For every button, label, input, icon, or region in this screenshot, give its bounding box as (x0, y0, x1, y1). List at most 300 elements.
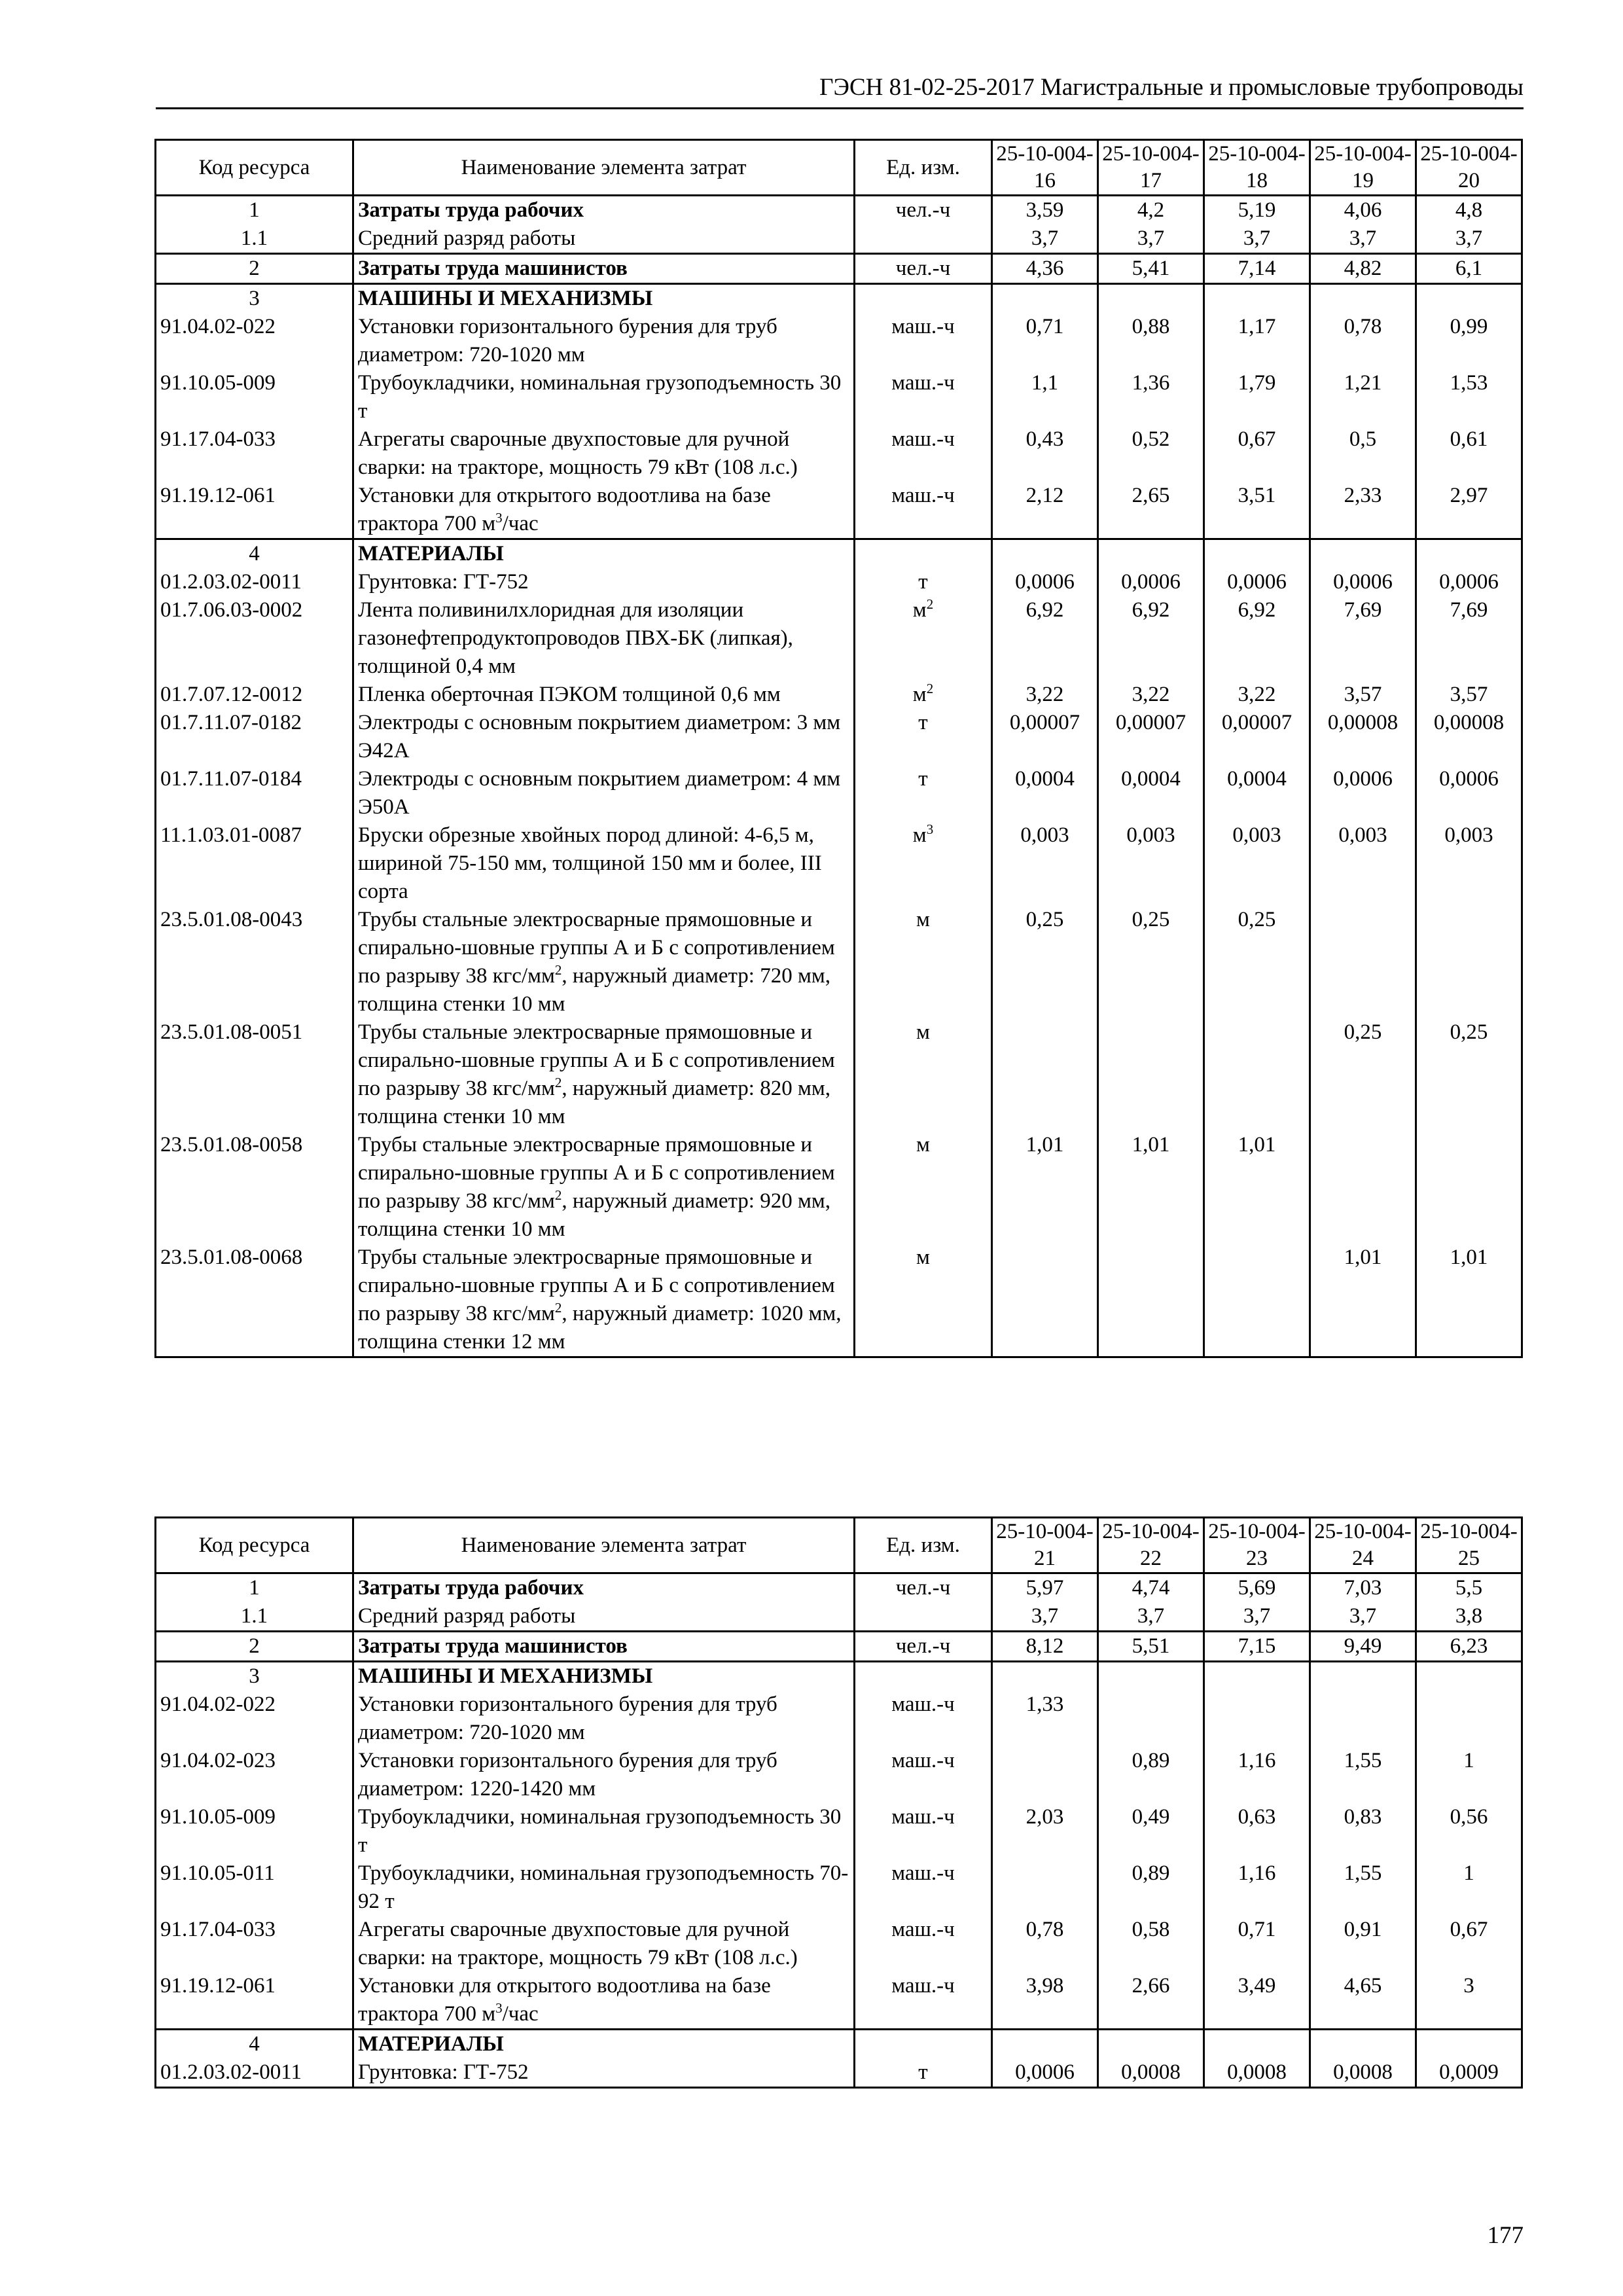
norm-value: 6,92 (1204, 596, 1310, 681)
norm-value: 1,36 (1098, 369, 1204, 425)
norm-value: 0,78 (1310, 313, 1416, 369)
resource-code: 1 (156, 196, 353, 225)
unit-of-measure: т (855, 709, 992, 765)
norm-value: 2,03 (992, 1803, 1098, 1859)
norm-value: 0,56 (1416, 1803, 1522, 1859)
table-row (156, 1131, 1522, 1244)
norm-value: 0,003 (1204, 821, 1310, 906)
unit-of-measure: маш.-ч (855, 369, 992, 425)
unit-of-measure: маш.-ч (855, 1803, 992, 1859)
resource-code: 91.04.02-022 (156, 1691, 353, 1747)
norm-value: 4,82 (1310, 254, 1416, 284)
resource-code: 91.04.02-022 (156, 313, 353, 369)
resource-code: 01.7.06.03-0002 (156, 596, 353, 681)
resource-name: Установки горизонтального бурения для труб диаметром: 1220-1420 мм (353, 1747, 855, 1803)
norm-value (992, 539, 1098, 569)
norm-value (1098, 1244, 1204, 1357)
col-header-code: Код ресурса (156, 140, 353, 196)
table-row (156, 425, 1522, 482)
unit-of-measure: маш.-ч (855, 425, 992, 482)
table-row (156, 1972, 1522, 2030)
resource-code: 4 (156, 2030, 353, 2059)
norm-value: 0,71 (1204, 1916, 1310, 1972)
norm-value: 0,83 (1310, 1803, 1416, 1859)
norm-value: 3,22 (992, 681, 1098, 709)
resource-code: 91.10.05-009 (156, 369, 353, 425)
table-row (156, 1747, 1522, 1803)
norm-value: 0,00008 (1310, 709, 1416, 765)
resource-name: Средний разряд работы (353, 224, 855, 254)
norm-value: 3,7 (992, 224, 1098, 254)
unit-of-measure: $м^3$ (855, 821, 992, 906)
resource-table-1 (154, 139, 1523, 1358)
norm-value (1204, 539, 1310, 569)
resource-code: 23.5.01.08-0043 (156, 906, 353, 1018)
resource-name: Бруски обрезные хвойных пород длиной: 4-6,5 м, шириной 75-150 мм, толщиной 150 мм и более, III сорта (353, 821, 855, 906)
norm-value: 0,89 (1098, 1859, 1204, 1916)
norm-value: 0,0006 (1098, 568, 1204, 596)
table-row (156, 1803, 1522, 1859)
resource-name: Трубоукладчики, номинальная грузоподъемность 30 т (353, 1803, 855, 1859)
unit-of-measure: т (855, 765, 992, 821)
norm-value: 3,22 (1204, 681, 1310, 709)
page-header (156, 68, 1524, 109)
page-number: 177 (1487, 2222, 1524, 2249)
table-row (156, 1691, 1522, 1747)
resource-name: Трубы стальные электросварные прямошовные и спирально-шовные группы А и Б с сопротивлением по разрыву 38 кгс/$мм^2$, наружный диаметр: 1020 мм, толщина стенки 12 мм (353, 1244, 855, 1357)
resource-code: 01.2.03.02-0011 (156, 568, 353, 596)
table-row (156, 906, 1522, 1018)
norm-value: 6,23 (1416, 1632, 1522, 1662)
norm-value: 0,003 (992, 821, 1098, 906)
norm-value: 0,61 (1416, 425, 1522, 482)
norm-value: 1 (1416, 1859, 1522, 1916)
norm-value: 0,63 (1204, 1803, 1310, 1859)
table-header-row (156, 1518, 1522, 1573)
resource-code: 2 (156, 1632, 353, 1662)
table-row (156, 224, 1522, 254)
resource-name: Затраты труда машинистов (353, 254, 855, 284)
table-row (156, 596, 1522, 681)
table-row (156, 765, 1522, 821)
resource-code: 91.17.04-033 (156, 425, 353, 482)
unit-of-measure: маш.-ч (855, 313, 992, 369)
table-row (156, 1632, 1522, 1662)
resource-name: Затраты труда рабочих (353, 196, 855, 225)
norm-value: 4,74 (1098, 1573, 1204, 1603)
norm-value: 0,43 (992, 425, 1098, 482)
unit-of-measure (855, 1602, 992, 1632)
resource-code: 91.19.12-061 (156, 1972, 353, 2030)
norm-value (1310, 1691, 1416, 1747)
norm-value: 3,7 (1204, 224, 1310, 254)
norm-value: 0,58 (1098, 1916, 1204, 1972)
table-row (156, 313, 1522, 369)
norm-value: 3,57 (1416, 681, 1522, 709)
resource-name: Установки горизонтального бурения для труб диаметром: 720-1020 мм (353, 1691, 855, 1747)
table-row (156, 1916, 1522, 1972)
norm-value: 0,00007 (1204, 709, 1310, 765)
norm-value: 0,99 (1416, 313, 1522, 369)
resource-code: 23.5.01.08-0068 (156, 1244, 353, 1357)
resource-name: Трубоукладчики, номинальная грузоподъемность 30 т (353, 369, 855, 425)
resource-code: 1.1 (156, 224, 353, 254)
norm-value (1416, 1662, 1522, 1691)
norm-value: 1,1 (992, 369, 1098, 425)
col-header-norm: 25-10-004-16 (992, 140, 1098, 196)
resource-name: Пленка оберточная ПЭКОМ толщиной 0,6 мм (353, 681, 855, 709)
resource-name: Установки для открытого водоотлива на базе трактора 700 $м^3$/час (353, 482, 855, 539)
norm-value (992, 1018, 1098, 1131)
col-header-name: Наименование элемента затрат (353, 1518, 855, 1573)
norm-value (992, 1244, 1098, 1357)
resource-name: Лента поливинилхлоридная для изоляции газонефтепродуктопроводов ПВХ-БК (липкая), толщиной 0,4 мм (353, 596, 855, 681)
table-row (156, 2058, 1522, 2088)
table-row (156, 1859, 1522, 1916)
norm-value (1098, 2030, 1204, 2059)
resource-code: 23.5.01.08-0051 (156, 1018, 353, 1131)
norm-value: 3,22 (1098, 681, 1204, 709)
norm-value: 1,01 (1310, 1244, 1416, 1357)
norm-value: 0,91 (1310, 1916, 1416, 1972)
norm-value: 0,00007 (1098, 709, 1204, 765)
table-row (156, 482, 1522, 539)
norm-value: 3,51 (1204, 482, 1310, 539)
norm-value (1310, 2030, 1416, 2059)
norm-value (1204, 2030, 1310, 2059)
col-header-norm: 25-10-004-24 (1310, 1518, 1416, 1573)
norm-value (1310, 539, 1416, 569)
col-header-unit: Ед. изм. (855, 1518, 992, 1573)
norm-value: 0,49 (1098, 1803, 1204, 1859)
norm-value: 3,7 (1098, 224, 1204, 254)
unit-of-measure: чел.-ч (855, 254, 992, 284)
col-header-norm: 25-10-004-21 (992, 1518, 1098, 1573)
table-row (156, 1602, 1522, 1632)
unit-of-measure: $м^2$ (855, 681, 992, 709)
resource-code: 01.2.03.02-0011 (156, 2058, 353, 2088)
norm-value (1204, 1018, 1310, 1131)
unit-of-measure: чел.-ч (855, 196, 992, 225)
norm-value: 0,0004 (1098, 765, 1204, 821)
table-row (156, 821, 1522, 906)
resource-name: Грунтовка: ГТ-752 (353, 2058, 855, 2088)
norm-value: 2,65 (1098, 482, 1204, 539)
table-row (156, 1018, 1522, 1131)
norm-value: 0,25 (1098, 906, 1204, 1018)
norm-value (1416, 1131, 1522, 1244)
norm-value: 1,01 (1416, 1244, 1522, 1357)
norm-value: 0,0006 (992, 2058, 1098, 2088)
norm-value: 3,49 (1204, 1972, 1310, 2030)
table-row (156, 709, 1522, 765)
norm-value (1310, 1662, 1416, 1691)
norm-value: 1,17 (1204, 313, 1310, 369)
norm-value (1204, 1244, 1310, 1357)
header-title: ГЭСН 81-02-25-2017 Магистральные и промысловые трубопроводы (819, 74, 1524, 101)
norm-value (1098, 539, 1204, 569)
norm-value: 1,33 (992, 1691, 1098, 1747)
resource-code: 91.10.05-011 (156, 1859, 353, 1916)
norm-value: 1,01 (1204, 1131, 1310, 1244)
resource-code: 91.17.04-033 (156, 1916, 353, 1972)
col-header-unit: Ед. изм. (855, 140, 992, 196)
col-header-norm: 25-10-004-25 (1416, 1518, 1522, 1573)
norm-value: 0,0006 (1204, 568, 1310, 596)
norm-value: 1,16 (1204, 1859, 1310, 1916)
resource-name: Установки для открытого водоотлива на базе трактора 700 $м^3$/час (353, 1972, 855, 2030)
resource-code: 3 (156, 284, 353, 314)
norm-value: 3,7 (1310, 224, 1416, 254)
col-header-name: Наименование элемента затрат (353, 140, 855, 196)
norm-value: 3,7 (1204, 1602, 1310, 1632)
resource-name: Трубы стальные электросварные прямошовные и спирально-шовные группы А и Б с сопротивлением по разрыву 38 кгс/$мм^2$, наружный диаметр: 720 мм, толщина стенки 10 мм (353, 906, 855, 1018)
norm-value (1098, 284, 1204, 314)
unit-of-measure (855, 284, 992, 314)
unit-of-measure (855, 2030, 992, 2059)
unit-of-measure: т (855, 568, 992, 596)
unit-of-measure: т (855, 2058, 992, 2088)
unit-of-measure (855, 224, 992, 254)
unit-of-measure: м (855, 1131, 992, 1244)
norm-value: 0,52 (1098, 425, 1204, 482)
resource-code: 01.7.11.07-0184 (156, 765, 353, 821)
resource-code: 01.7.11.07-0182 (156, 709, 353, 765)
norm-value (1204, 1662, 1310, 1691)
norm-value: 0,67 (1204, 425, 1310, 482)
norm-value: 1,79 (1204, 369, 1310, 425)
norm-value: 3,59 (992, 196, 1098, 225)
norm-value: 0,0006 (1416, 568, 1522, 596)
unit-of-measure: маш.-ч (855, 1972, 992, 2030)
norm-value: 7,69 (1310, 596, 1416, 681)
norm-value: 1,16 (1204, 1747, 1310, 1803)
unit-of-measure: м (855, 906, 992, 1018)
unit-of-measure: маш.-ч (855, 482, 992, 539)
unit-of-measure: м (855, 1018, 992, 1131)
table-row (156, 1662, 1522, 1691)
resource-name: МАШИНЫ И МЕХАНИЗМЫ (353, 284, 855, 314)
resource-name: МАТЕРИАЛЫ (353, 539, 855, 569)
unit-of-measure: чел.-ч (855, 1632, 992, 1662)
norm-value (1416, 284, 1522, 314)
table-row (156, 369, 1522, 425)
norm-value: 6,1 (1416, 254, 1522, 284)
resource-name: Грунтовка: ГТ-752 (353, 568, 855, 596)
norm-value: 9,49 (1310, 1632, 1416, 1662)
norm-value: 3,7 (1416, 224, 1522, 254)
norm-value: 7,15 (1204, 1632, 1310, 1662)
resource-code: 1 (156, 1573, 353, 1603)
norm-value (1204, 1691, 1310, 1747)
norm-value: 0,88 (1098, 313, 1204, 369)
norm-value: 5,41 (1098, 254, 1204, 284)
norm-value: 3,7 (992, 1602, 1098, 1632)
norm-value: 3 (1416, 1972, 1522, 2030)
resource-name: МАШИНЫ И МЕХАНИЗМЫ (353, 1662, 855, 1691)
norm-value: 0,0006 (992, 568, 1098, 596)
table-row (156, 196, 1522, 225)
table-row (156, 568, 1522, 596)
norm-value: 3,98 (992, 1972, 1098, 2030)
norm-value: 0,25 (992, 906, 1098, 1018)
norm-value: 3,7 (1310, 1602, 1416, 1632)
unit-of-measure (855, 1662, 992, 1691)
norm-value: 7,69 (1416, 596, 1522, 681)
table-row (156, 1573, 1522, 1603)
table-row (156, 1244, 1522, 1357)
resource-code: 2 (156, 254, 353, 284)
norm-value: 7,03 (1310, 1573, 1416, 1603)
norm-value: 0,0006 (1416, 765, 1522, 821)
norm-value: 3,8 (1416, 1602, 1522, 1632)
norm-value: 2,66 (1098, 1972, 1204, 2030)
norm-value: 5,97 (992, 1573, 1098, 1603)
norm-value: 0,25 (1204, 906, 1310, 1018)
norm-value (1416, 2030, 1522, 2059)
norm-value: 0,0008 (1204, 2058, 1310, 2088)
table-row (156, 2030, 1522, 2059)
resource-name: Трубоукладчики, номинальная грузоподъемность 70-92 т (353, 1859, 855, 1916)
norm-value: 0,0006 (1310, 568, 1416, 596)
resource-code: 3 (156, 1662, 353, 1691)
norm-value: 0,0008 (1310, 2058, 1416, 2088)
norm-value: 0,003 (1416, 821, 1522, 906)
col-header-norm: 25-10-004-19 (1310, 140, 1416, 196)
norm-value: 5,51 (1098, 1632, 1204, 1662)
norm-value: 0,5 (1310, 425, 1416, 482)
norm-value: 0,003 (1310, 821, 1416, 906)
resource-code: 01.7.07.12-0012 (156, 681, 353, 709)
table-body (156, 196, 1522, 1357)
resource-name: Агрегаты сварочные двухпостовые для ручной сварки: на тракторе, мощность 79 кВт (108 л.с.) (353, 1916, 855, 1972)
norm-value: 4,36 (992, 254, 1098, 284)
norm-value: 0,0004 (1204, 765, 1310, 821)
table-row (156, 539, 1522, 569)
norm-value (1098, 1662, 1204, 1691)
col-header-code: Код ресурса (156, 1518, 353, 1573)
norm-value (992, 1859, 1098, 1916)
resource-code: 91.19.12-061 (156, 482, 353, 539)
resource-name: Трубы стальные электросварные прямошовные и спирально-шовные группы А и Б с сопротивлением по разрыву 38 кгс/$мм^2$, наружный диаметр: 920 мм, толщина стенки 10 мм (353, 1131, 855, 1244)
resource-name: Агрегаты сварочные двухпостовые для ручной сварки: на тракторе, мощность 79 кВт (108 л.с.) (353, 425, 855, 482)
norm-value: 0,89 (1098, 1747, 1204, 1803)
norm-value (992, 1747, 1098, 1803)
norm-value (1098, 1018, 1204, 1131)
norm-value: 5,19 (1204, 196, 1310, 225)
col-header-norm: 25-10-004-20 (1416, 140, 1522, 196)
norm-value: 2,33 (1310, 482, 1416, 539)
norm-value (1310, 906, 1416, 1018)
norm-value: 8,12 (992, 1632, 1098, 1662)
table-header-row (156, 140, 1522, 196)
norm-value: 3,7 (1098, 1602, 1204, 1632)
resource-name: Затраты труда рабочих (353, 1573, 855, 1603)
norm-value: 1,01 (1098, 1131, 1204, 1244)
norm-value: 5,69 (1204, 1573, 1310, 1603)
norm-value: 4,8 (1416, 196, 1522, 225)
norm-value: 3,57 (1310, 681, 1416, 709)
unit-of-measure: маш.-ч (855, 1916, 992, 1972)
resource-table-2 (154, 1516, 1523, 2089)
norm-value (1310, 284, 1416, 314)
resource-name: Трубы стальные электросварные прямошовные и спирально-шовные группы А и Б с сопротивлением по разрыву 38 кгс/$мм^2$, наружный диаметр: 820 мм, толщина стенки 10 мм (353, 1018, 855, 1131)
norm-value: 0,67 (1416, 1916, 1522, 1972)
resource-code: 91.04.02-023 (156, 1747, 353, 1803)
norm-value: 0,0008 (1098, 2058, 1204, 2088)
norm-value: 1,55 (1310, 1747, 1416, 1803)
norm-value: 7,14 (1204, 254, 1310, 284)
resource-code: 1.1 (156, 1602, 353, 1632)
resource-code: 4 (156, 539, 353, 569)
norm-value: 6,92 (1098, 596, 1204, 681)
norm-value: 1,53 (1416, 369, 1522, 425)
norm-value: 1,01 (992, 1131, 1098, 1244)
unit-of-measure: маш.-ч (855, 1691, 992, 1747)
norm-value (992, 1662, 1098, 1691)
norm-value (1204, 284, 1310, 314)
norm-value: 0,71 (992, 313, 1098, 369)
norm-value: 2,97 (1416, 482, 1522, 539)
norm-value: 0,003 (1098, 821, 1204, 906)
resource-name: МАТЕРИАЛЫ (353, 2030, 855, 2059)
norm-value: 0,0004 (992, 765, 1098, 821)
norm-value (1098, 1691, 1204, 1747)
norm-value: 0,25 (1416, 1018, 1522, 1131)
resource-name: Затраты труда машинистов (353, 1632, 855, 1662)
resource-name: Электроды с основным покрытием диаметром: 3 мм Э42А (353, 709, 855, 765)
resource-name: Электроды с основным покрытием диаметром: 4 мм Э50А (353, 765, 855, 821)
resource-code: 11.1.03.01-0087 (156, 821, 353, 906)
norm-value: 0,00007 (992, 709, 1098, 765)
norm-value: 0,00008 (1416, 709, 1522, 765)
norm-value: 1,55 (1310, 1859, 1416, 1916)
resource-name: Установки горизонтального бурения для труб диаметром: 720-1020 мм (353, 313, 855, 369)
unit-of-measure: м (855, 1244, 992, 1357)
unit-of-measure: маш.-ч (855, 1747, 992, 1803)
norm-value (1416, 539, 1522, 569)
col-header-norm: 25-10-004-18 (1204, 140, 1310, 196)
norm-value: 0,25 (1310, 1018, 1416, 1131)
table-row (156, 681, 1522, 709)
norm-value (992, 2030, 1098, 2059)
norm-value (1416, 1691, 1522, 1747)
norm-value (1416, 906, 1522, 1018)
norm-value: 2,12 (992, 482, 1098, 539)
norm-value: 0,0006 (1310, 765, 1416, 821)
norm-value: 4,65 (1310, 1972, 1416, 2030)
unit-of-measure: маш.-ч (855, 1859, 992, 1916)
norm-value: 4,2 (1098, 196, 1204, 225)
resource-name: Средний разряд работы (353, 1602, 855, 1632)
norm-value: 4,06 (1310, 196, 1416, 225)
table-row (156, 284, 1522, 314)
norm-value (992, 284, 1098, 314)
norm-value (1310, 1131, 1416, 1244)
table-row (156, 254, 1522, 284)
resource-code: 23.5.01.08-0058 (156, 1131, 353, 1244)
col-header-norm: 25-10-004-22 (1098, 1518, 1204, 1573)
norm-value: 0,78 (992, 1916, 1098, 1972)
table-body (156, 1573, 1522, 2088)
norm-value: 1 (1416, 1747, 1522, 1803)
norm-value: 1,21 (1310, 369, 1416, 425)
col-header-norm: 25-10-004-17 (1098, 140, 1204, 196)
unit-of-measure: чел.-ч (855, 1573, 992, 1603)
unit-of-measure: $м^2$ (855, 596, 992, 681)
norm-value: 0,0009 (1416, 2058, 1522, 2088)
resource-code: 91.10.05-009 (156, 1803, 353, 1859)
